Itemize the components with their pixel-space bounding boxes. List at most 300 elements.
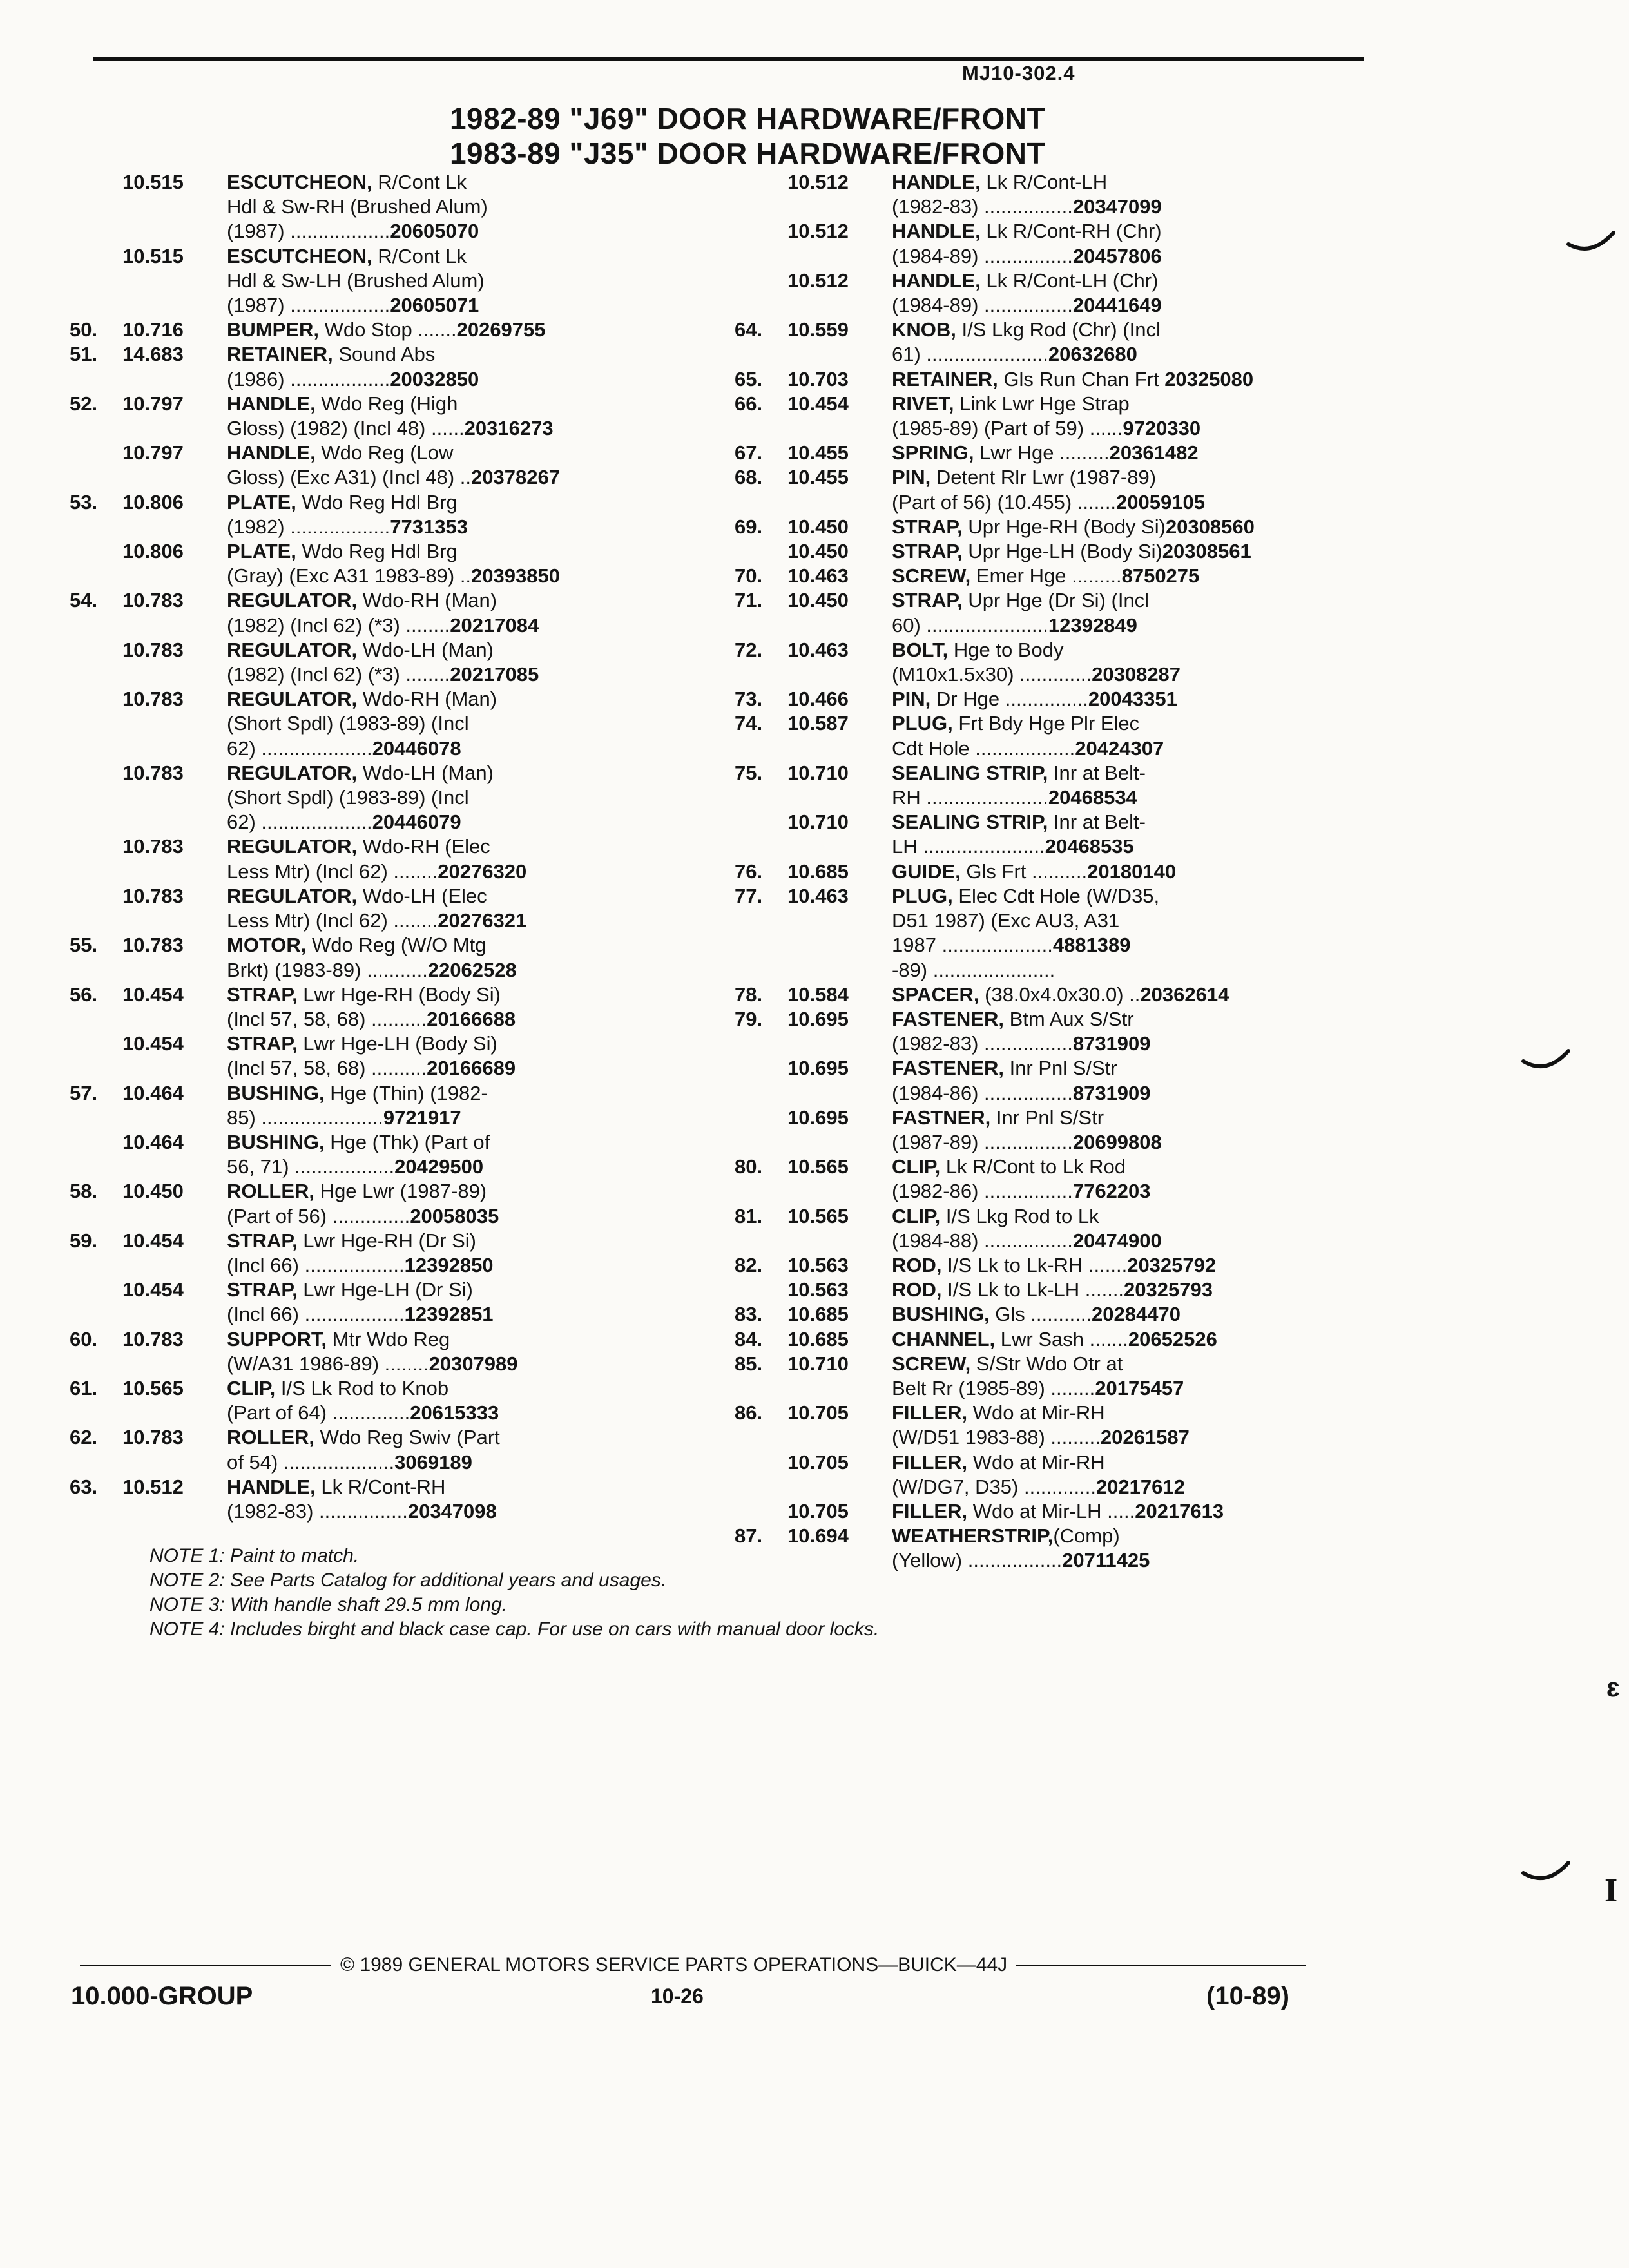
part-description <box>227 1229 688 1278</box>
part-detail: Wdo-LH (Man) (1982) (Incl 62) (*3) ........ <box>227 638 494 686</box>
part-number: 20652526 <box>1128 1327 1217 1350</box>
parts-entry <box>735 170 1353 219</box>
part-name: RIVET, <box>892 392 954 415</box>
parts-entry <box>70 539 688 588</box>
parts-entry <box>70 1376 688 1425</box>
ref-number <box>735 810 787 859</box>
part-description <box>892 170 1353 219</box>
part-detail: Upr Hge-LH (Body Si) <box>962 540 1162 563</box>
part-number: 20261587 <box>1100 1426 1190 1449</box>
ref-number: 54. <box>70 589 98 612</box>
part-description <box>892 860 1353 884</box>
part-detail: Wdo Reg Swiv (Part of 54) .................... <box>227 1426 500 1474</box>
part-name: CLIP, <box>892 1204 941 1227</box>
ref-number: 82. <box>735 1253 763 1276</box>
part-number: 20325080 <box>1164 367 1254 390</box>
ref-number: 56. <box>70 983 98 1006</box>
group-code: 10.685 <box>787 1303 849 1326</box>
part-detail: Upr Hge-RH (Body Si) <box>962 515 1166 538</box>
group-code: 10.454 <box>122 1032 184 1055</box>
parts-entry <box>735 687 1353 711</box>
part-number: 20316273 <box>464 417 554 440</box>
part-detail: I/S Lk Rod to Knob (Part of 64) .............. <box>227 1376 449 1425</box>
part-description <box>892 1450 1353 1499</box>
part-number: 20059105 <box>1116 490 1205 514</box>
part-name: HANDLE, <box>227 392 316 415</box>
group-code: 10.783 <box>122 761 184 784</box>
part-number: 7762203 <box>1072 1180 1151 1203</box>
part-number: 7731353 <box>390 515 468 538</box>
part-description <box>892 539 1353 564</box>
group-code: 10.450 <box>122 1180 184 1203</box>
part-detail: Wdo at Mir-RH (W/D51 1983-88) ......... <box>892 1401 1105 1449</box>
part-number: 4881389 <box>1052 934 1131 957</box>
part-description <box>227 884 688 933</box>
group-code: 10.783 <box>122 589 184 612</box>
group-code: 10.455 <box>787 466 849 489</box>
part-name: PLUG, <box>892 712 953 735</box>
ref-number: 52. <box>70 392 98 415</box>
part-name: SCREW, <box>892 1352 971 1375</box>
parts-entry <box>735 958 1353 983</box>
ref-number <box>70 687 122 761</box>
part-detail: I/S Lk to Lk-LH ....... <box>941 1278 1124 1302</box>
part-name: BUMPER, <box>227 318 319 341</box>
part-name: PLATE, <box>227 490 296 514</box>
parts-entry <box>735 884 1353 958</box>
group-label: 10.000-GROUP <box>71 1982 253 2010</box>
part-detail: Lk R/Cont-LH (Chr) (1984-89) ................ <box>892 269 1159 317</box>
group-code: 10.450 <box>787 589 849 612</box>
part-number: 20393850 <box>471 564 560 588</box>
part-number: 20446079 <box>372 811 461 834</box>
parts-entry <box>735 1155 1353 1204</box>
group-code: 10.797 <box>122 441 184 465</box>
group-code: 10.783 <box>122 884 184 907</box>
ref-number: 77. <box>735 884 763 907</box>
group-code: 10.587 <box>787 712 849 735</box>
part-detail: S/Str Wdo Otr at Belt Rr (1985-89) ........ <box>892 1352 1123 1399</box>
part-name: BOLT, <box>892 638 949 661</box>
part-number: 20166689 <box>427 1057 516 1080</box>
part-description <box>892 1204 1353 1253</box>
part-number: 20325792 <box>1127 1253 1217 1276</box>
part-description <box>892 367 1353 392</box>
part-description <box>227 244 688 318</box>
group-code: 10.565 <box>787 1155 849 1178</box>
parts-entry <box>735 367 1353 392</box>
part-detail: Lwr Sash ....... <box>995 1327 1128 1350</box>
part-description <box>227 1425 688 1474</box>
group-code: 10.685 <box>787 860 849 883</box>
part-detail: Wdo at Mir-LH ..... <box>967 1499 1135 1523</box>
group-code: 10.806 <box>122 540 184 563</box>
group-code: 10.466 <box>787 687 849 711</box>
part-detail: Dr Hge ............... <box>930 687 1088 711</box>
part-name: FASTENER, <box>892 1007 1004 1030</box>
ref-number: 80. <box>735 1155 763 1178</box>
parts-entry <box>70 1179 688 1228</box>
group-code: 10.565 <box>122 1376 184 1399</box>
part-name: FILLER, <box>892 1401 968 1425</box>
part-description <box>892 392 1353 441</box>
part-detail: Wdo Reg Hdl Brg (Gray) (Exc A31 1983-89) .. <box>227 540 472 588</box>
part-description <box>892 810 1353 859</box>
group-code: 10.450 <box>787 540 849 563</box>
group-code: 10.783 <box>122 934 184 957</box>
part-name: KNOB, <box>892 318 956 341</box>
ref-number: 76. <box>735 860 763 883</box>
ref-number: 71. <box>735 589 763 612</box>
ref-number: 79. <box>735 1007 763 1030</box>
part-name: FILLER, <box>892 1450 968 1474</box>
ref-number <box>735 958 787 983</box>
part-name: MOTOR, <box>227 934 307 957</box>
part-detail: Lk R/Cont-LH (1982-83) ................ <box>892 171 1108 218</box>
part-name: PIN, <box>892 466 931 489</box>
part-detail: Wdo Reg (W/O Mtg Brkt) (1983-89) ........... <box>227 934 487 981</box>
top-rule <box>93 57 1364 61</box>
part-description <box>227 1327 688 1376</box>
note-line: NOTE 1: Paint to match. <box>149 1545 360 1566</box>
ref-number: 67. <box>735 441 763 465</box>
ref-number: 81. <box>735 1204 763 1227</box>
note-line: NOTE 2: See Parts Catalog for additional years and usages. <box>149 1570 667 1591</box>
part-detail: Sound Abs (1986) .................. <box>227 343 436 390</box>
part-name: REGULATOR, <box>227 884 358 907</box>
ref-number: 58. <box>70 1180 98 1203</box>
ref-number: 55. <box>70 934 98 957</box>
group-code: 10.463 <box>787 638 849 661</box>
part-name: FASTENER, <box>892 1057 1004 1080</box>
parts-entry <box>735 1450 1353 1499</box>
part-name: REGULATOR, <box>227 687 358 711</box>
ref-number <box>70 1032 122 1081</box>
part-name: FASTNER, <box>892 1106 991 1129</box>
part-number: 20446078 <box>372 736 461 760</box>
parts-entry <box>70 983 688 1032</box>
part-detail: Wdo-LH (Elec Less Mtr) (Incl 62) ........ <box>227 884 487 932</box>
part-detail: Link Lwr Hge Strap (1985-89) (Part of 59) ...... <box>892 392 1130 440</box>
part-number: 20457806 <box>1072 244 1162 267</box>
part-number: 20284470 <box>1092 1303 1181 1326</box>
part-number: 20180140 <box>1087 860 1177 883</box>
part-description <box>892 465 1353 514</box>
part-name: ESCUTCHEON, <box>227 171 372 193</box>
part-description <box>892 1524 1353 1573</box>
part-name: ROD, <box>892 1253 942 1276</box>
ref-number: 75. <box>735 761 763 784</box>
part-name: BUSHING, <box>227 1130 325 1153</box>
group-code: 10.783 <box>122 1327 184 1350</box>
page-title-line-1: 1982-89 "J69" DOOR HARDWARE/FRONT <box>449 102 1046 135</box>
part-detail: Mtr Wdo Reg (W/A31 1986-89) ........ <box>227 1327 450 1375</box>
ref-number: 60. <box>70 1327 98 1350</box>
part-detail: R/Cont Lk Hdl & Sw-RH (Brushed Alum) (1987) .................. <box>227 171 488 243</box>
parts-entry <box>735 983 1353 1007</box>
parts-entry <box>735 1056 1353 1105</box>
ref-number: 65. <box>735 367 763 390</box>
part-number: 20347099 <box>1072 195 1162 218</box>
parts-entry <box>70 392 688 441</box>
ref-number <box>70 1130 122 1179</box>
part-description <box>227 490 688 539</box>
copyright-text: © 1989 GENERAL MOTORS SERVICE PARTS OPERATIONS—BUICK—44J <box>340 1954 1008 1975</box>
group-code: 10.454 <box>122 1229 184 1252</box>
part-description <box>892 1056 1353 1105</box>
part-number: 8731909 <box>1072 1081 1151 1104</box>
part-name: SCREW, <box>892 564 971 588</box>
group-code: 10.565 <box>787 1204 849 1227</box>
ref-number: 63. <box>70 1475 98 1498</box>
part-detail: Wdo at Mir-RH (W/DG7, D35) ............. <box>892 1450 1105 1498</box>
group-code: 10.454 <box>122 983 184 1006</box>
part-number: 12392850 <box>404 1253 494 1276</box>
part-name: RETAINER, <box>892 367 998 390</box>
part-name: CLIP, <box>892 1155 941 1178</box>
part-description <box>227 834 688 883</box>
part-name: SUPPORT, <box>227 1327 327 1350</box>
parts-entry <box>735 318 1353 367</box>
footer-rule-left <box>80 1965 331 1966</box>
margin-tick-mark <box>1521 1859 1572 1891</box>
part-description <box>892 269 1353 318</box>
part-detail: Lwr Hge ......... <box>974 441 1110 465</box>
part-name: SEALING STRIP, <box>892 761 1048 784</box>
parts-entry <box>735 1253 1353 1278</box>
part-description <box>892 318 1353 367</box>
part-detail: Hge to Body (M10x1.5x30) ............. <box>892 638 1092 686</box>
part-name: SEALING STRIP, <box>892 811 1048 834</box>
part-number: 20307989 <box>429 1352 518 1375</box>
part-description <box>227 1179 688 1228</box>
ref-number: 74. <box>735 712 763 735</box>
part-description <box>227 933 688 982</box>
part-number: 20043351 <box>1088 687 1177 711</box>
part-name: REGULATOR, <box>227 638 358 661</box>
part-description <box>227 1376 688 1425</box>
group-code: 10.705 <box>787 1401 849 1425</box>
parts-entry <box>70 490 688 539</box>
group-code: 10.559 <box>787 318 849 341</box>
part-detail: Btm Aux S/Str (1982-83) ................ <box>892 1007 1134 1055</box>
part-name: REGULATOR, <box>227 761 358 784</box>
part-name: BUSHING, <box>227 1081 325 1104</box>
ref-number <box>735 1106 787 1155</box>
group-code: 10.806 <box>122 490 184 514</box>
ref-number <box>735 1499 787 1524</box>
group-code: 10.710 <box>787 761 849 784</box>
parts-list-left-column <box>70 170 688 1524</box>
part-name: HANDLE, <box>892 220 981 243</box>
ref-number: 72. <box>735 638 763 661</box>
parts-entry <box>70 1278 688 1327</box>
part-description <box>892 564 1353 588</box>
parts-entry <box>70 638 688 687</box>
part-description <box>227 588 688 637</box>
ref-number <box>735 539 787 564</box>
ref-number: 51. <box>70 343 98 366</box>
group-code: 10.563 <box>787 1253 849 1276</box>
part-number: 22062528 <box>427 958 517 981</box>
ref-number <box>70 638 122 687</box>
parts-entry <box>70 1425 688 1474</box>
part-name: ROD, <box>892 1278 942 1302</box>
parts-entry <box>70 1229 688 1278</box>
part-detail: I/S Lk to Lk-RH ....... <box>941 1253 1128 1276</box>
group-code: 10.703 <box>787 367 849 390</box>
part-detail: Lk R/Cont-RH (1982-83) ................ <box>227 1475 446 1523</box>
part-description <box>227 1032 688 1081</box>
part-name: STRAP, <box>227 1278 298 1302</box>
parts-entry <box>735 1401 1353 1450</box>
part-description <box>892 1352 1353 1401</box>
ref-number: 83. <box>735 1303 763 1326</box>
parts-entry <box>70 884 688 933</box>
part-description <box>892 638 1353 687</box>
group-code: 10.454 <box>122 1278 184 1302</box>
part-name: ROLLER, <box>227 1180 315 1203</box>
parts-entry <box>735 441 1353 465</box>
part-number: 20308560 <box>1165 515 1255 538</box>
part-detail: Wdo-RH (Man) (1982) (Incl 62) (*3) ........ <box>227 589 497 637</box>
part-description <box>227 1475 688 1524</box>
parts-entry <box>70 1032 688 1081</box>
group-code: 10.783 <box>122 835 184 858</box>
ref-number: 73. <box>735 687 763 711</box>
part-description <box>892 588 1353 637</box>
part-number: 20429500 <box>394 1155 484 1178</box>
parts-entry <box>70 342 688 391</box>
part-detail: Wdo-LH (Man) (Short Spdl) (1983-89) (Incl 62) .................... <box>227 761 494 834</box>
part-name: SPACER, <box>892 983 979 1006</box>
group-code: 10.685 <box>787 1327 849 1350</box>
part-detail: Gls ........... <box>989 1303 1092 1326</box>
ref-number: 57. <box>70 1081 98 1104</box>
part-name: SPRING, <box>892 441 974 465</box>
ref-number: 85. <box>735 1352 763 1375</box>
part-number: 20468535 <box>1045 835 1134 858</box>
part-name: PLATE, <box>227 540 296 563</box>
part-number: 20058035 <box>410 1204 499 1227</box>
margin-tick-mark <box>1521 1047 1572 1079</box>
part-description <box>892 1327 1353 1352</box>
part-description <box>227 318 688 342</box>
part-number: 20217084 <box>450 613 539 637</box>
part-number: 20362614 <box>1140 983 1229 1006</box>
part-number: 20474900 <box>1072 1229 1162 1252</box>
parts-entry <box>70 1327 688 1376</box>
parts-entry <box>735 1499 1353 1524</box>
part-name: BUSHING, <box>892 1303 990 1326</box>
page-title-line-2: 1983-89 "J35" DOOR HARDWARE/FRONT <box>449 137 1046 170</box>
group-code: 10.695 <box>787 1106 849 1129</box>
part-name: FILLER, <box>892 1499 968 1523</box>
part-detail: Lwr Hge-RH (Dr Si) (Incl 66) .................. <box>227 1229 476 1276</box>
group-code: 10.512 <box>122 1475 184 1498</box>
part-detail: Emer Hge ......... <box>970 564 1122 588</box>
parts-entry <box>70 244 688 318</box>
part-description <box>892 1499 1353 1524</box>
part-description <box>227 342 688 391</box>
part-number: 20347098 <box>407 1499 497 1523</box>
part-number: 20308561 <box>1162 540 1251 563</box>
group-code: 10.695 <box>787 1007 849 1030</box>
margin-mark: ɛ <box>1606 1672 1620 1702</box>
part-description <box>892 761 1353 810</box>
part-name: STRAP, <box>892 515 963 538</box>
part-detail: Lk R/Cont to Lk Rod (1982-86) ................ <box>892 1155 1126 1203</box>
ref-number: 87. <box>735 1524 763 1548</box>
part-name: PIN, <box>892 687 931 711</box>
part-detail: Inr Pnl S/Str (1987-89) ................ <box>892 1106 1104 1153</box>
part-detail: -89) ...................... <box>892 958 1055 981</box>
part-detail: (38.0x4.0x30.0) .. <box>979 983 1141 1006</box>
revision-date: (10-89) <box>1206 1982 1289 2010</box>
part-detail: Lwr Hge-RH (Body Si) (Incl 57, 58, 68) .......... <box>227 983 501 1030</box>
parts-entry <box>70 1130 688 1179</box>
part-number: 20605070 <box>390 220 479 243</box>
group-code: 10.450 <box>787 515 849 538</box>
parts-entry <box>735 269 1353 318</box>
part-number: 20325793 <box>1124 1278 1213 1302</box>
part-detail: Lwr Hge-LH (Dr Si) (Incl 66) .................. <box>227 1278 473 1326</box>
ref-number <box>70 539 122 588</box>
ref-number <box>70 441 122 490</box>
part-description <box>892 687 1353 711</box>
part-description <box>892 515 1353 539</box>
part-description <box>227 170 688 244</box>
part-number: 20276321 <box>438 909 527 932</box>
part-name: REGULATOR, <box>227 835 358 858</box>
part-detail: Wdo Reg (High Gloss) (1982) (Incl 48) ...... <box>227 392 465 440</box>
note-line: NOTE 3: With handle shaft 29.5 mm long. <box>149 1594 507 1615</box>
part-number: 3069189 <box>394 1450 472 1474</box>
group-code: 10.512 <box>787 171 849 193</box>
part-description <box>892 441 1353 465</box>
parts-entry <box>735 1106 1353 1155</box>
group-code: 10.716 <box>122 318 184 341</box>
ref-number: 70. <box>735 564 763 588</box>
group-code: 10.463 <box>787 884 849 907</box>
part-detail: I/S Lkg Rod (Chr) (Incl 61) ...................... <box>892 318 1161 366</box>
group-code: 10.512 <box>787 220 849 243</box>
group-code: 10.705 <box>787 1499 849 1523</box>
part-number: 20615333 <box>410 1401 499 1425</box>
group-code: 10.710 <box>787 811 849 834</box>
part-number: 20605071 <box>390 294 479 317</box>
ref-number <box>735 1278 787 1302</box>
parts-entry <box>735 515 1353 539</box>
parts-entry <box>735 564 1353 588</box>
part-name: STRAP, <box>227 1032 298 1055</box>
ref-number: 64. <box>735 318 763 341</box>
group-code: 10.584 <box>787 983 849 1006</box>
page-number: 10-26 <box>651 1984 704 2008</box>
ref-number: 84. <box>735 1327 763 1350</box>
part-name: STRAP, <box>892 589 963 612</box>
part-description <box>892 958 1353 983</box>
group-code: 10.694 <box>787 1524 849 1548</box>
parts-entry <box>70 441 688 490</box>
ref-number <box>70 1278 122 1327</box>
part-number: 20166688 <box>427 1007 516 1030</box>
part-number: 9720330 <box>1123 417 1201 440</box>
ref-number <box>70 170 122 244</box>
part-description <box>892 1302 1353 1327</box>
part-name: HANDLE, <box>892 171 981 193</box>
part-detail: (Comp) (Yellow) ................. <box>892 1524 1120 1572</box>
